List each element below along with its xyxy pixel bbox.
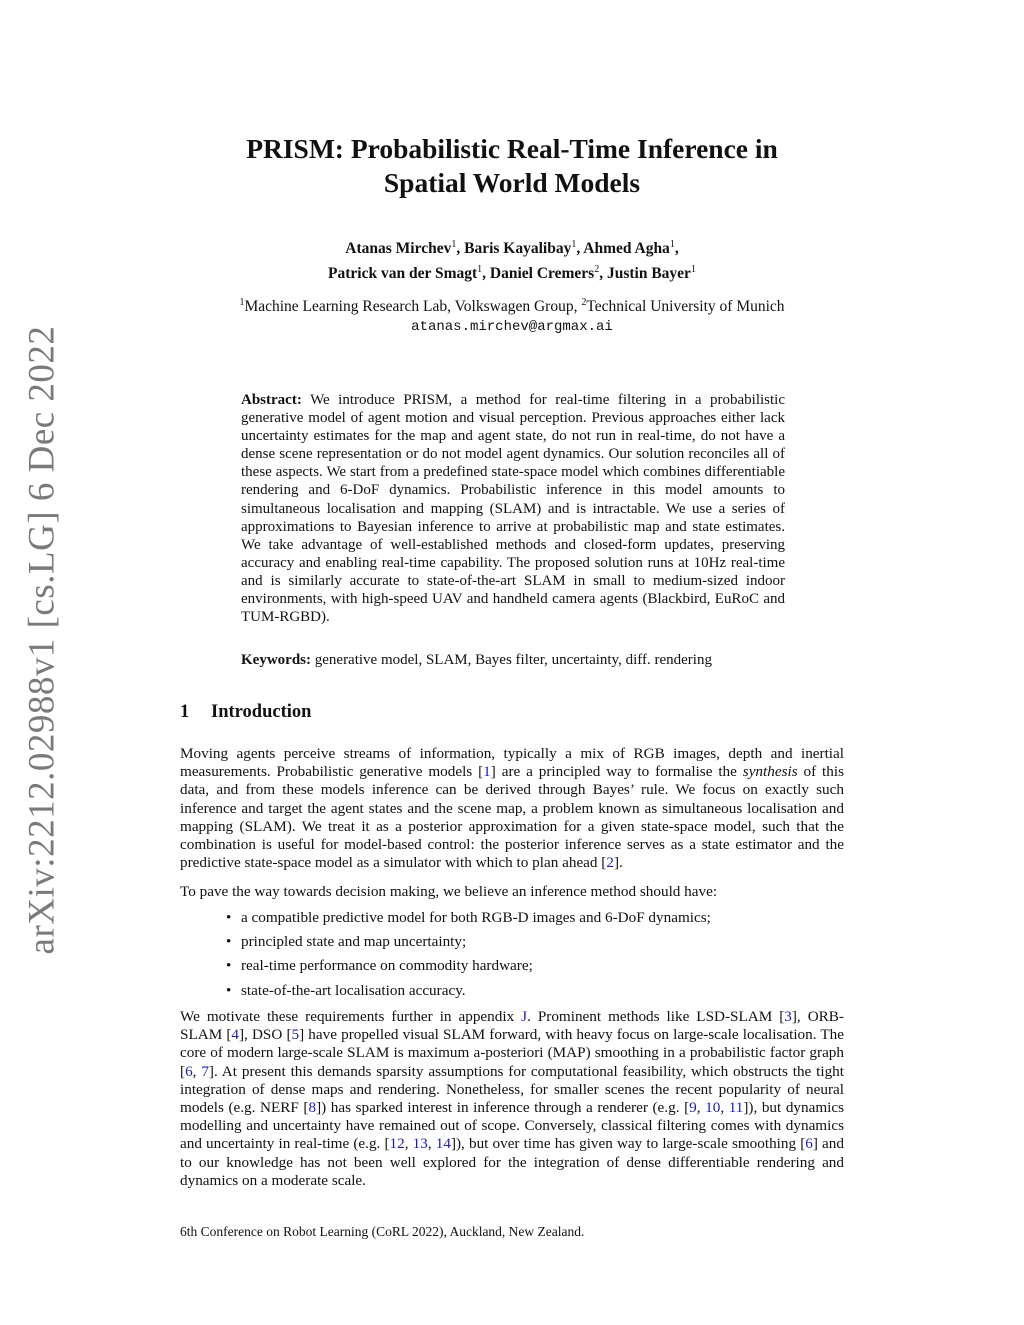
text-run: ] have propelled visual SLAM forward, with heavy focus on large-scale localisation. The core of modern large-scale SLAM is maximum a-posteriori (MAP) smoothing in a probabilistic factor graph [ — [180, 1026, 845, 1080]
requirements-list — [226, 909, 846, 1006]
author-name: Patrick van der Smagt — [328, 265, 478, 283]
abstract-label: Abstract: — [241, 392, 302, 408]
affiliation-line — [239, 298, 784, 315]
citation-link[interactable]: 12 — [389, 1135, 405, 1153]
text-run: , — [404, 1135, 413, 1153]
affiliations — [160, 292, 864, 338]
citation-link[interactable]: 4 — [231, 1026, 239, 1044]
text-run: of this data, and from these models inference can be derived through Bayes’ rule. We focus on exactly such inference and target the agent states and the scene map, a problem known as simultaneous localisation and mapping (SLAM). We treat it as a posterior approximation for a given state-space model, such that the combination is useful for model-based control: the posterior inference serves as a state estimator and the predictive state-space model as a simulator with which to plan ahead [ — [180, 763, 844, 872]
author-affiliation-mark: 1 — [571, 239, 577, 250]
intro-paragraph-2: To pave the way towards decision making, we believe an inference method should have: — [180, 883, 718, 900]
author-affiliation-mark: 1 — [669, 239, 675, 250]
author-name: Atanas Mirchev — [345, 240, 452, 258]
text-run: ]. — [613, 854, 623, 872]
intro-paragraph-1 — [180, 745, 844, 872]
text-run: Moving agents perceive streams of information, typically a mix of RGB images, depth and inertial measurements. Probabilistic generative models [ — [180, 745, 844, 781]
conference-footnote: 6th Conference on Robot Learning (CoRL 2022), Auckland, New Zealand. — [180, 1224, 585, 1239]
citation-link[interactable]: 13 — [412, 1135, 428, 1153]
text-run: ]), but dynamics modelling and uncertainty have remained out of scope. Conversely, classical filtering comes with dynamics and uncertainty in real-time (e.g. [ — [180, 1099, 845, 1153]
text-run: ]) has sparked interest in inference through a renderer (e.g. [ — [316, 1099, 690, 1117]
list-item: • principled state and map uncertainty; — [226, 933, 846, 951]
author-affiliation-mark: 1 — [690, 264, 696, 276]
keywords-label: Keywords: — [241, 652, 311, 668]
author-line-1: Atanas Mirchev$^1$, Baris Kayalibay$^1$, Ahmed Agha$^1$, — [345, 239, 679, 258]
abstract-text: We introduce PRISM, a method for real-time filtering in a probabilistic generative model of agent motion and visual perception. Previous approaches either lack uncertainty estimates for the map and agent state, do not run in real-time, do not have a dense scene representation or do not model agent dynamics. Our solution reconciles all of these aspects. We start from a predefined state-space model which combines differentiable rendering and 6-DoF dynamics. Probabilistic inference in this model amounts to simultaneous localisation and mapping (SLAM) and is intractable. We use a series of approximations to Bayesian inference to arrive at probabilistic map and state estimates. We take advantage of well-established methods and closed-form updates, preserving accuracy and enabling real-time capability. The proposed solution runs at 10Hz real-time and is similarly accurate to state-of-the-art SLAM in small to medium-sized indoor environments, with high-speed UAV and handheld camera agents (Blackbird, EuRoC and TUM-RGBD). — [241, 392, 785, 626]
citation-link[interactable]: 5 — [291, 1026, 300, 1044]
citation-link[interactable]: 10 — [705, 1099, 721, 1117]
author-affiliation-mark: 1 — [477, 264, 483, 276]
text-run: ]. At present this demands sparsity assumptions for computational feasibility, which obstructs the tight integration of dense maps and rendering. Nonetheless, for smaller scenes the recent popularity of neural models (e.g. NERF [ — [180, 1062, 844, 1117]
citation-link[interactable]: 9 — [689, 1099, 697, 1117]
section-title: Introduction — [211, 702, 312, 722]
section-number: 1 — [180, 702, 190, 722]
text-run: We motivate these requirements further in appendix — [180, 1008, 522, 1025]
text-run: ], ORB-SLAM [ — [180, 1008, 844, 1044]
abstract — [241, 391, 785, 626]
author-affiliation-mark: 2 — [594, 264, 600, 276]
affiliation-mark-2: 2 — [581, 297, 587, 308]
keywords — [241, 651, 785, 669]
author-name: Ahmed Agha — [583, 240, 670, 258]
emphasis-synthesis: synthesis — [742, 763, 798, 781]
contact-email[interactable]: atanas.mirchev@argmax.ai — [411, 319, 613, 336]
title-line-1: PRISM: Probabilistic Real-Time Inference in — [246, 133, 778, 164]
intro-paragraph-3 — [180, 1008, 844, 1190]
keywords-text: generative model, SLAM, Bayes filter, uncertainty, diff. rendering — [314, 652, 712, 668]
text-run: , — [696, 1099, 706, 1117]
list-item: • a compatible predictive model for both RGB-D images and 6-DoF dynamics; — [226, 909, 846, 927]
citation-link[interactable]: 14 — [435, 1135, 451, 1153]
author-affiliation-mark: 1 — [451, 239, 457, 250]
text-run: ] are a principled way to formalise the — [490, 763, 743, 781]
text-run: ] and to our knowledge has not been well explored for the integration of dense differentiable rendering and dynamics on a moderate scale. — [180, 1135, 844, 1189]
author-name: Justin Bayer — [606, 265, 691, 283]
text-run: ]), but over time has given way to large-scale smoothing [ — [450, 1135, 806, 1153]
appendix-link[interactable]: J — [521, 1008, 528, 1025]
author-line-2: Patrick van der Smagt$^1$, Daniel Cremers$^2$, Justin Bayer$^1$ — [328, 264, 696, 283]
citation-link[interactable]: 2 — [606, 854, 614, 872]
author-name: Baris Kayalibay — [464, 240, 572, 258]
list-item: • state-of-the-art localisation accuracy. — [226, 982, 846, 1000]
citation-link[interactable]: 6 — [185, 1062, 193, 1080]
citation-link[interactable]: 11 — [728, 1099, 744, 1117]
affiliation-2: Technical University of Munich — [586, 298, 785, 316]
arxiv-side-stamp: arXiv:2212.02988v1 [cs.LG] 6 Dec 2022 — [21, 325, 63, 955]
author-name: Daniel Cremers — [489, 265, 595, 283]
citation-link[interactable]: 7 — [201, 1062, 209, 1080]
author-list — [160, 234, 864, 284]
citation-link[interactable]: 6 — [805, 1135, 813, 1153]
affiliation-1: Machine Learning Research Lab, Volkswagen Group, — [244, 298, 582, 316]
text-run: . Prominent methods like LSD-SLAM [ — [527, 1008, 785, 1025]
list-item: • real-time performance on commodity hardware; — [226, 957, 846, 975]
affiliation-mark-1: 1 — [239, 297, 245, 308]
text-run: ], DSO [ — [238, 1026, 292, 1044]
citation-link[interactable]: 1 — [483, 763, 491, 781]
paper-title — [160, 132, 864, 200]
section-heading-introduction — [180, 701, 311, 723]
text-run: , — [720, 1099, 729, 1117]
title-line-2: Spatial World Models — [383, 167, 641, 198]
citation-link[interactable]: 3 — [784, 1008, 792, 1025]
citation-link[interactable]: 8 — [308, 1099, 317, 1117]
text-run: , — [192, 1062, 202, 1080]
text-run: , — [427, 1135, 436, 1153]
